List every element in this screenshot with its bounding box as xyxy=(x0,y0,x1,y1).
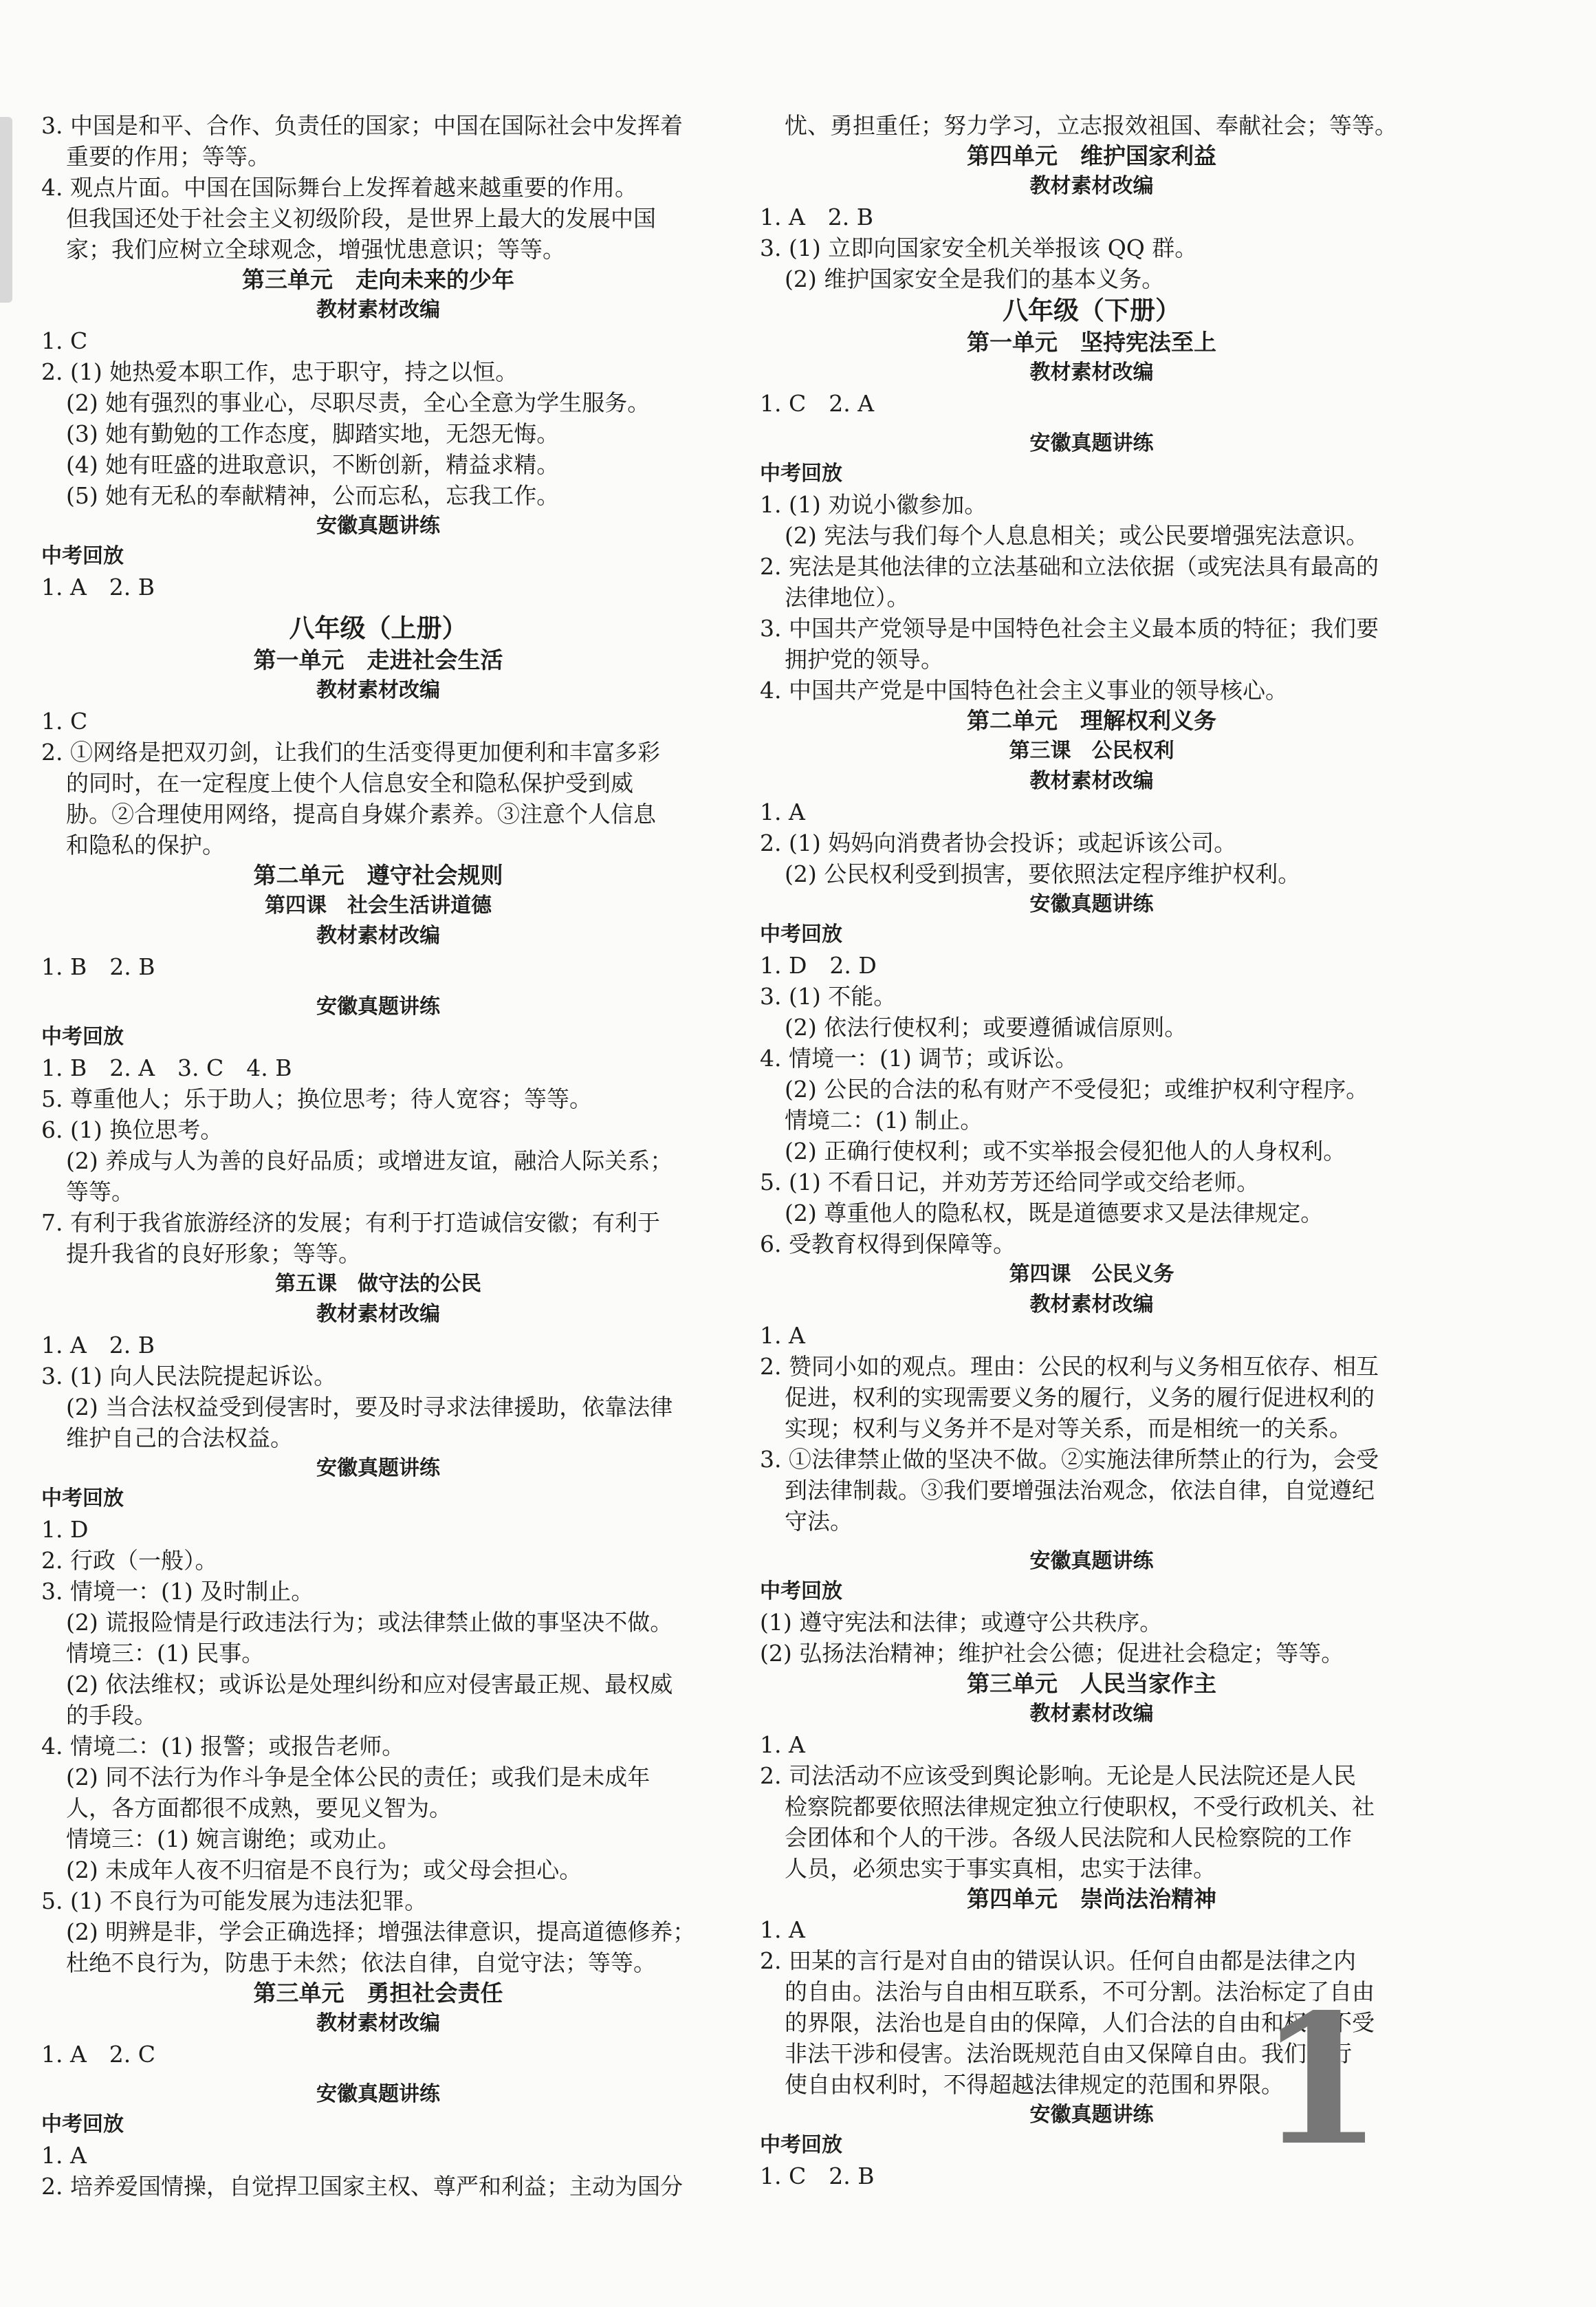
answer-line: 2. 司法活动不应该受到舆论影响。无论是人民法院还是人民 xyxy=(760,1762,1356,1789)
answer-line: 1. A xyxy=(760,1322,805,1349)
answer-line: 检察院都要依照法律规定独立行使职权，不受行政机关、社 xyxy=(785,1793,1375,1820)
answer-line: 2. 宪法是其他法律的立法基础和立法依据（或宪法具有最高的 xyxy=(760,553,1379,580)
spacer xyxy=(41,2070,715,2079)
answer-line: 胁。②合理使用网络，提高自身媒介素养。③注意个人信息 xyxy=(66,801,656,827)
answer-line: 提升我省的良好形象；等等。 xyxy=(66,1240,361,1267)
answer-line: 1. A 2. B xyxy=(760,204,874,230)
section-heading: 教材素材改编 xyxy=(316,298,440,322)
answer-line: 忧、勇担重任；努力学习，立志报效祖国、奉献社会；等等。 xyxy=(785,112,1397,139)
answer-line: 等等。 xyxy=(66,1178,134,1205)
answer-line: 2. (1) 她热爱本职工作，忠于职守，持之以恒。 xyxy=(41,358,518,385)
answer-line: 非法干涉和侵害。法治既规范自由又保障自由。我们在行 xyxy=(785,2040,1352,2067)
spacer xyxy=(41,982,715,992)
answer-line: 的自由。法治与自由相互联系，不可分割。法治标定了自由 xyxy=(785,1978,1375,2005)
unit-heading: 第一单元 走进社会生活 xyxy=(253,647,503,673)
left-column xyxy=(41,110,715,2202)
answer-line: 会团体和个人的干涉。各级人民法院和人民检察院的工作 xyxy=(785,1824,1352,1851)
answer-line: (2) 依法行使权利；或要遵循诚信原则。 xyxy=(785,1014,1188,1041)
section-heading: 第四课 社会生活讲道德 xyxy=(265,893,492,918)
section-heading: 安徽真题讲练 xyxy=(316,1456,440,1480)
section-heading: 第五课 做守法的公民 xyxy=(275,1272,481,1296)
answer-line: 2. 赞同小如的观点。理由：公民的权利与义务相互依存、相互 xyxy=(760,1353,1379,1380)
answer-line: (2) 谎报险情是行政违法行为；或法律禁止做的事坚决不做。 xyxy=(66,1609,673,1636)
answer-line: 2. 行政（一般）。 xyxy=(41,1547,218,1574)
answer-line: 2. (1) 妈妈向消费者协会投诉；或起诉该公司。 xyxy=(760,830,1237,856)
answer-line: (2) 弘扬法治精神；维护社会公德；促进社会稳定；等等。 xyxy=(760,1640,1344,1667)
section-heading: 教材素材改编 xyxy=(316,1302,440,1326)
right-column xyxy=(760,110,1423,2191)
spacer xyxy=(760,1537,1423,1546)
page-number: 1 xyxy=(1258,1975,1383,2185)
answer-line: (2) 正确行使权利；或不实举报会侵犯他人的人身权利。 xyxy=(785,1138,1346,1165)
answer-line: 1. C xyxy=(41,327,88,354)
section-heading: 教材素材改编 xyxy=(316,924,440,948)
answer-line: 情境三：(1) 婉言谢绝；或劝止。 xyxy=(66,1826,401,1852)
answer-line: 到法律制裁。③我们要增强法治观念，依法自律，自觉遵纪 xyxy=(785,1477,1375,1504)
answer-line: 1. A 2. B xyxy=(41,1332,155,1358)
section-heading: 安徽真题讲练 xyxy=(1029,431,1154,455)
unit-heading: 第一单元 坚持宪法至上 xyxy=(967,329,1216,356)
answer-line: 1. A 2. B xyxy=(41,574,155,600)
answer-line: 2. 培养爱国情操，自觉捍卫国家主权、尊严和利益；主动为国分 xyxy=(41,2173,683,2200)
answer-line: 6. 受教育权得到保障等。 xyxy=(760,1231,1016,1257)
answer-line: (1) 遵守宪法和法律；或遵守公共秩序。 xyxy=(760,1609,1163,1636)
grade-heading: 八年级（上册） xyxy=(289,614,468,643)
answer-line: 人，各方面都很不成熟，要见义智为。 xyxy=(66,1795,452,1821)
section-heading: 教材素材改编 xyxy=(1029,1292,1154,1317)
answer-line: (3) 她有勤勉的工作态度，脚踏实地，无怨无悔。 xyxy=(66,420,560,447)
answer-line: 的手段。 xyxy=(66,1702,157,1729)
answer-line: 人员，必须忠实于事实真相，忠实于法律。 xyxy=(785,1855,1216,1882)
answer-line: 7. 有利于我省旅游经济的发展；有利于打造诚信安徽；有利于 xyxy=(41,1209,660,1236)
unit-heading: 第四单元 维护国家利益 xyxy=(967,142,1216,169)
answer-line: 1. D 2. D xyxy=(760,952,877,979)
answer-line: 4. 中国共产党是中国特色社会主义事业的领导核心。 xyxy=(760,677,1288,704)
answer-line: (4) 她有旺盛的进取意识，不断创新，精益求精。 xyxy=(66,451,560,478)
label: 中考回放 xyxy=(760,1579,842,1603)
section-heading: 第四课 公民义务 xyxy=(1009,1262,1174,1286)
label: 中考回放 xyxy=(760,2133,842,2157)
answer-line: (2) 当合法权益受到侵害时，要及时寻求法律援助，依靠法律 xyxy=(66,1394,673,1420)
answer-line: 1. B 2. A 3. C 4. B xyxy=(41,1054,292,1081)
answer-line: (2) 未成年人夜不归宿是不良行为；或父母会担心。 xyxy=(66,1856,582,1883)
answer-line: 1. A xyxy=(760,1916,805,1943)
section-heading: 教材素材改编 xyxy=(316,2011,440,2035)
answer-line: 1. (1) 劝说小徽参加。 xyxy=(760,491,987,518)
label: 中考回放 xyxy=(41,1486,124,1510)
answer-line: 2. 田某的言行是对自由的错误认识。任何自由都是法律之内 xyxy=(760,1947,1356,1974)
answer-line: 4. 情境二：(1) 报警；或报告老师。 xyxy=(41,1733,405,1759)
section-heading: 安徽真题讲练 xyxy=(316,2082,440,2106)
section-heading: 安徽真题讲练 xyxy=(316,514,440,538)
answer-line: (2) 养成与人为善的良好品质；或增进友谊，融洽人际关系； xyxy=(66,1147,673,1174)
unit-heading: 第三单元 人民当家作主 xyxy=(967,1670,1216,1697)
answer-line: 使自由权利时，不得超越法律规定的范围和界限。 xyxy=(785,2071,1284,2098)
answer-line: 情境三：(1) 民事。 xyxy=(66,1640,265,1667)
answer-line: 3. 中国共产党领导是中国特色社会主义最本质的特征；我们要 xyxy=(760,615,1379,642)
unit-heading: 第三单元 勇担社会责任 xyxy=(253,1980,503,2006)
answer-line: 6. (1) 换位思考。 xyxy=(41,1116,223,1143)
answer-line: 和隐私的保护。 xyxy=(66,832,225,858)
unit-heading: 第二单元 理解权利义务 xyxy=(967,707,1216,734)
answer-line: (2) 她有强烈的事业心，尽职尽责，全心全意为学生服务。 xyxy=(66,389,651,416)
answer-line: 的界限，法治也是自由的保障，人们合法的自由和权利不受 xyxy=(785,2009,1375,2036)
label: 中考回放 xyxy=(760,922,842,946)
answer-line: (2) 尊重他人的隐私权，既是道德要求又是法律规定。 xyxy=(785,1200,1324,1226)
spacer xyxy=(41,603,715,612)
answer-line: 3. 情境一：(1) 及时制止。 xyxy=(41,1578,314,1605)
answer-line: 1. A xyxy=(760,1731,805,1758)
section-heading: 教材素材改编 xyxy=(1029,174,1154,198)
answer-line: (2) 公民的合法的私有财产不受侵犯；或维护权利守程序。 xyxy=(785,1076,1369,1103)
section-heading: 教材素材改编 xyxy=(316,678,440,702)
answer-line: 1. C 2. B xyxy=(760,2163,875,2189)
answer-line: 1. B 2. B xyxy=(41,953,155,980)
answer-line: 维护自己的合法权益。 xyxy=(66,1425,293,1451)
section-heading: 安徽真题讲练 xyxy=(1029,2103,1154,2127)
answer-line: (2) 明辨是非，学会正确选择；增强法律意识，提高道德修养； xyxy=(66,1918,696,1945)
label: 中考回放 xyxy=(41,1025,124,1049)
answer-line: 法律地位）。 xyxy=(785,584,910,611)
answer-line: 4. 情境一：(1) 调节；或诉讼。 xyxy=(760,1045,1078,1072)
answer-line: 3. 中国是和平、合作、负责任的国家；中国在国际社会中发挥着 xyxy=(41,112,683,139)
answer-line: 3. (1) 立即向国家安全机关举报该 QQ 群。 xyxy=(760,235,1198,261)
answer-line: 4. 观点片面。中国在国际舞台上发挥着越来越重要的作用。 xyxy=(41,174,637,201)
answer-line: (2) 同不法行为作斗争是全体公民的责任；或我们是未成年 xyxy=(66,1764,651,1790)
unit-heading: 第二单元 遵守社会规则 xyxy=(253,862,503,889)
spacer xyxy=(760,419,1423,429)
label: 中考回放 xyxy=(760,462,842,486)
answer-line: 1. A xyxy=(41,2142,87,2169)
answer-line: (5) 她有无私的奉献精神，公而忘私，忘我工作。 xyxy=(66,482,560,509)
answer-line: 杜绝不良行为，防患于未然；依法自律，自觉守法；等等。 xyxy=(66,1949,656,1976)
label: 中考回放 xyxy=(41,2112,124,2136)
answer-line: 3. ①法律禁止做的坚决不做。②实施法律所禁止的行为，会受 xyxy=(760,1446,1379,1473)
answer-line: 3. (1) 向人民法院提起诉讼。 xyxy=(41,1363,337,1389)
answer-line: 促进，权利的实现需要义务的履行，义务的履行促进权利的 xyxy=(785,1384,1375,1411)
answer-line: 守法。 xyxy=(785,1508,853,1535)
answer-line: (2) 公民权利受到损害，要依照法定程序维护权利。 xyxy=(785,860,1301,887)
section-heading: 教材素材改编 xyxy=(1029,360,1154,384)
answer-line: 实现；权利与义务并不是对等关系，而是相统一的关系。 xyxy=(785,1415,1352,1442)
label: 中考回放 xyxy=(41,544,124,568)
answer-line: 2. ①网络是把双刃剑，让我们的生活变得更加便利和丰富多彩 xyxy=(41,739,660,766)
answer-line: 1. A xyxy=(760,799,805,825)
section-heading: 第三课 公民权利 xyxy=(1009,739,1174,763)
answer-line: 的同时，在一定程度上使个人信息安全和隐私保护受到威 xyxy=(66,770,633,797)
answer-line: (2) 依法维权；或诉讼是处理纠纷和应对侵害最正规、最权威 xyxy=(66,1671,673,1698)
answer-line: 1. A 2. C xyxy=(41,2041,156,2068)
answer-line: (2) 维护国家安全是我们的基本义务。 xyxy=(785,266,1165,292)
unit-heading: 第四单元 崇尚法治精神 xyxy=(967,1885,1216,1912)
answer-line: 家；我们应树立全球观念，增强忧患意识；等等。 xyxy=(66,236,565,263)
answer-line: 拥护党的领导。 xyxy=(785,646,943,673)
answer-line: 5. 尊重他人；乐于助人；换位思考；待人宽容；等等。 xyxy=(41,1085,592,1112)
unit-heading: 第三单元 走向未来的少年 xyxy=(242,266,514,293)
answer-line: 1. C xyxy=(41,708,88,735)
answer-line: 5. (1) 不看日记，并劝芳芳还给同学或交给老师。 xyxy=(760,1169,1260,1195)
answer-line: 3. (1) 不能。 xyxy=(760,983,897,1010)
section-heading: 教材素材改编 xyxy=(1029,1702,1154,1726)
page-edge-mark xyxy=(0,117,12,303)
section-heading: 安徽真题讲练 xyxy=(316,995,440,1019)
answer-line: 情境二：(1) 制止。 xyxy=(785,1107,983,1134)
answer-line: 5. (1) 不良行为可能发展为违法犯罪。 xyxy=(41,1887,428,1914)
grade-heading: 八年级（下册） xyxy=(1003,296,1181,325)
section-heading: 教材素材改编 xyxy=(1029,769,1154,793)
answer-line: (2) 宪法与我们每个人息息相关；或公民要增强宪法意识。 xyxy=(785,522,1369,549)
answer-line: 但我国还处于社会主义初级阶段，是世界上最大的发展中国 xyxy=(66,205,656,232)
section-heading: 安徽真题讲练 xyxy=(1029,1549,1154,1573)
answer-line: 重要的作用；等等。 xyxy=(66,143,270,170)
section-heading: 安徽真题讲练 xyxy=(1029,892,1154,916)
answer-line: 1. D xyxy=(41,1516,89,1543)
answer-line: 1. C 2. A xyxy=(760,390,875,417)
